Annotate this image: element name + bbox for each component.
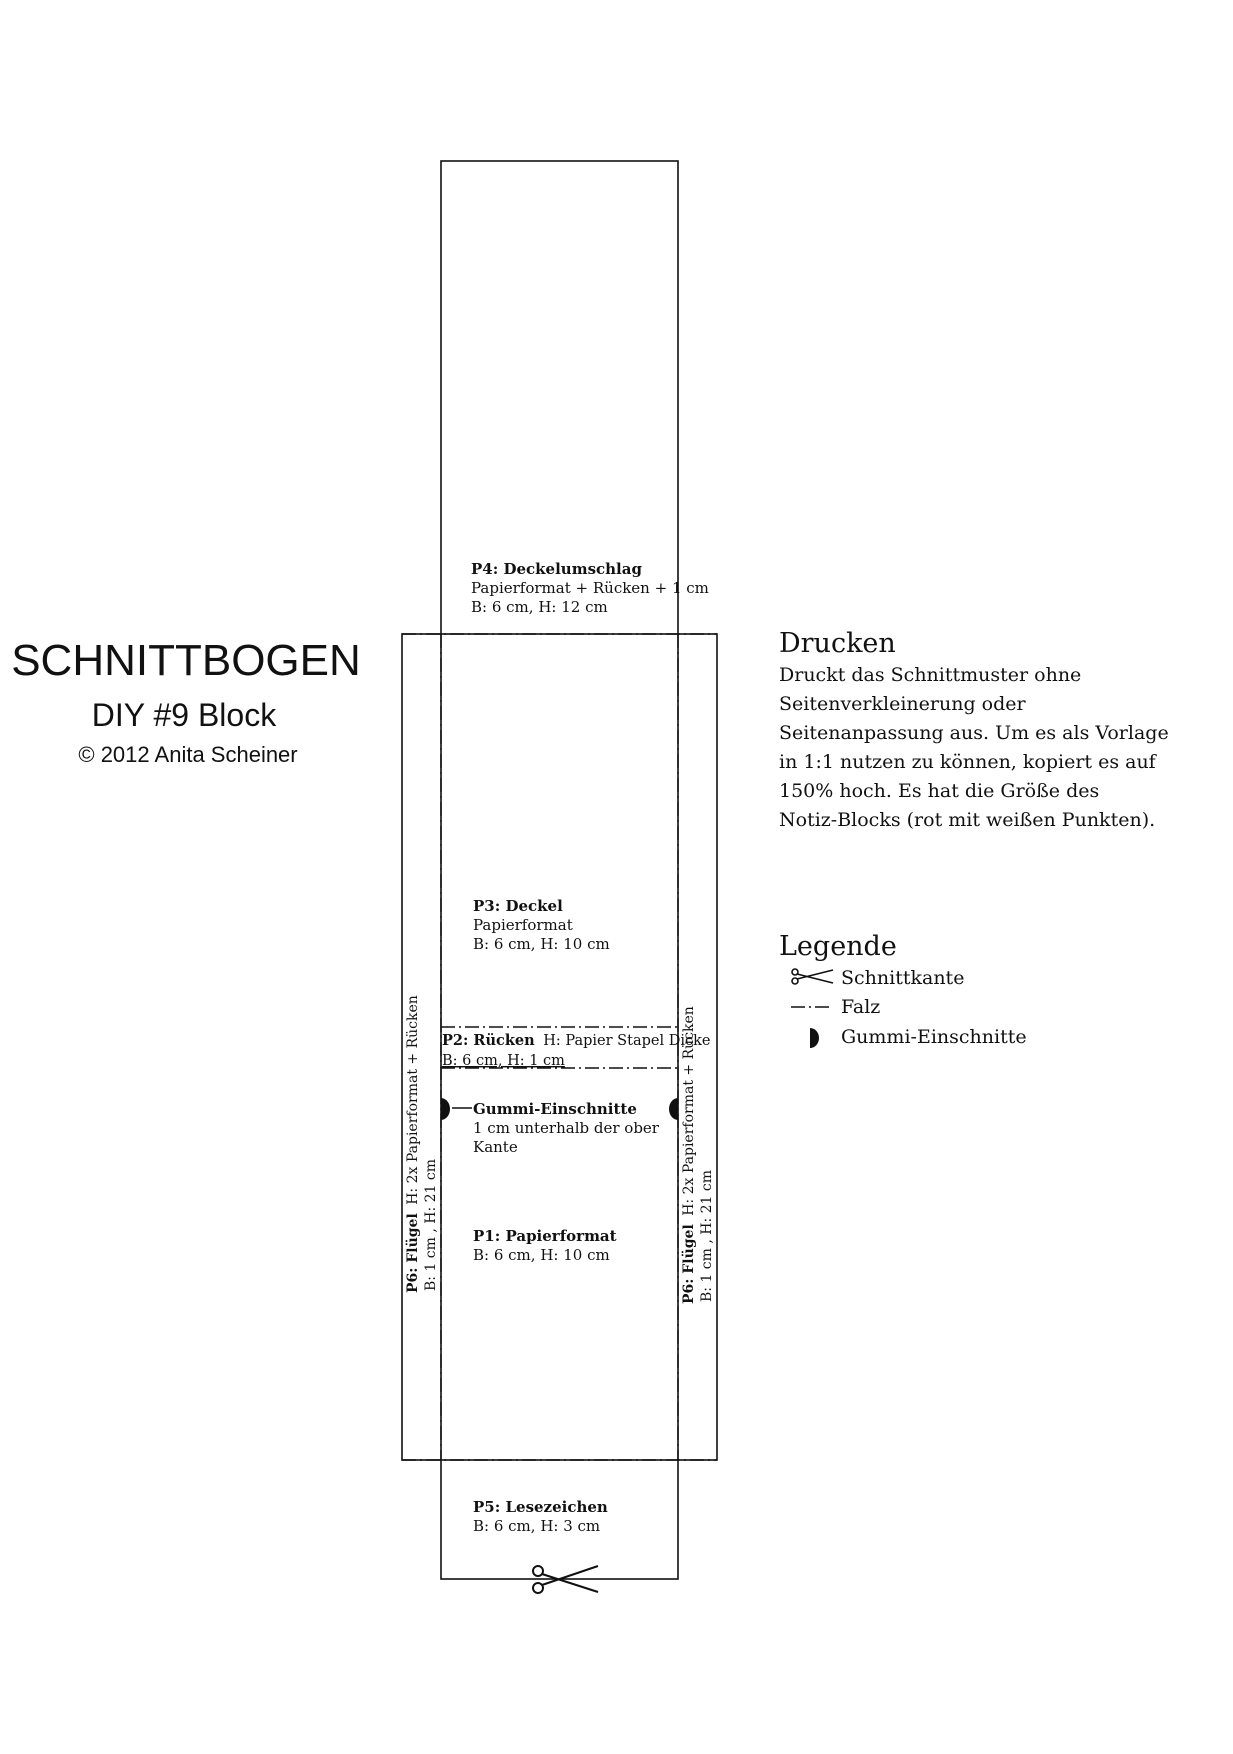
p3-line2: B: 6 cm, H: 10 cm xyxy=(473,935,610,953)
notch-right-icon xyxy=(669,1098,678,1120)
p6-left-line1: B: 1 cm , H: 21 cm xyxy=(423,1158,439,1291)
drucken-line-5: 150% hoch. Es hat die Größe des xyxy=(779,780,1100,802)
scissors-icon xyxy=(792,969,833,984)
sheet-title: SCHNITTBOGEN xyxy=(11,636,361,685)
p3-line1: Papierformat xyxy=(473,916,573,934)
legende-heading: Legende xyxy=(779,931,897,962)
p2-title-rest: H: Papier Stapel Dicke xyxy=(543,1033,711,1049)
legend-label-cut: Schnittkante xyxy=(841,967,965,989)
half-circle-icon xyxy=(810,1028,819,1048)
p4-line1: Papierformat + Rücken + 1 cm xyxy=(471,579,709,597)
drucken-line-3: Seitenanpassung aus. Um es als Vorlage xyxy=(779,722,1169,744)
p2-line1: B: 6 cm, H: 1 cm xyxy=(442,1053,565,1069)
p1-line1: B: 6 cm, H: 10 cm xyxy=(473,1246,610,1264)
drucken-heading: Drucken xyxy=(779,628,896,659)
notch-left-icon xyxy=(441,1098,450,1120)
legend-label-notch: Gummi-Einschnitte xyxy=(841,1026,1027,1048)
p6-right-line1: B: 1 cm , H: 21 cm xyxy=(699,1169,715,1302)
sheet-subtitle: DIY #9 Block xyxy=(91,697,277,733)
p6-left-title-rest: H: 2x Papierformat + Rücken xyxy=(405,995,421,1205)
p6-right-heading xyxy=(681,1006,697,1304)
p6-right-label xyxy=(681,1006,715,1304)
legend-item-fold xyxy=(791,996,880,1018)
p4-title: P4: Deckelumschlag xyxy=(471,560,642,578)
gummi-line1: 1 cm unterhalb der ober xyxy=(473,1119,659,1137)
drucken-line-4: in 1:1 nutzen zu können, kopiert es auf xyxy=(779,751,1156,773)
p5-line1: B: 6 cm, H: 3 cm xyxy=(473,1517,601,1535)
p2-title: P2: Rücken xyxy=(442,1032,535,1049)
drucken-text xyxy=(779,664,1169,831)
legend-label-fold: Falz xyxy=(841,996,881,1018)
p3-title: P3: Deckel xyxy=(473,897,563,915)
p6-left-label xyxy=(405,995,439,1293)
p6-left-title: P6: Flügel xyxy=(405,1213,421,1293)
p5-title: P5: Lesezeichen xyxy=(473,1498,608,1516)
p6-left-heading xyxy=(405,995,421,1293)
p4-line2: B: 6 cm, H: 12 cm xyxy=(471,598,608,616)
legend-item-cut xyxy=(792,967,964,989)
p1-title: P1: Papierformat xyxy=(473,1227,617,1245)
p6-right-title-rest: H: 2x Papierformat + Rücken xyxy=(681,1006,697,1216)
gummi-line2: Kante xyxy=(473,1138,518,1156)
p2-heading xyxy=(442,1032,710,1049)
gummi-title: Gummi-Einschnitte xyxy=(473,1100,637,1118)
outline-main-strip xyxy=(441,161,678,1579)
copyright-note: © 2012 Anita Scheiner xyxy=(78,742,298,767)
drucken-line-2: Seitenverkleinerung oder xyxy=(779,693,1026,715)
drucken-line-6: Notiz-Blocks (rot mit weißen Punkten). xyxy=(779,809,1156,831)
legend-item-notch xyxy=(810,1026,1027,1048)
cut-edges xyxy=(402,161,717,1579)
p6-right-title: P6: Flügel xyxy=(681,1224,697,1304)
drucken-line-1: Druckt das Schnittmuster ohne xyxy=(779,664,1082,686)
